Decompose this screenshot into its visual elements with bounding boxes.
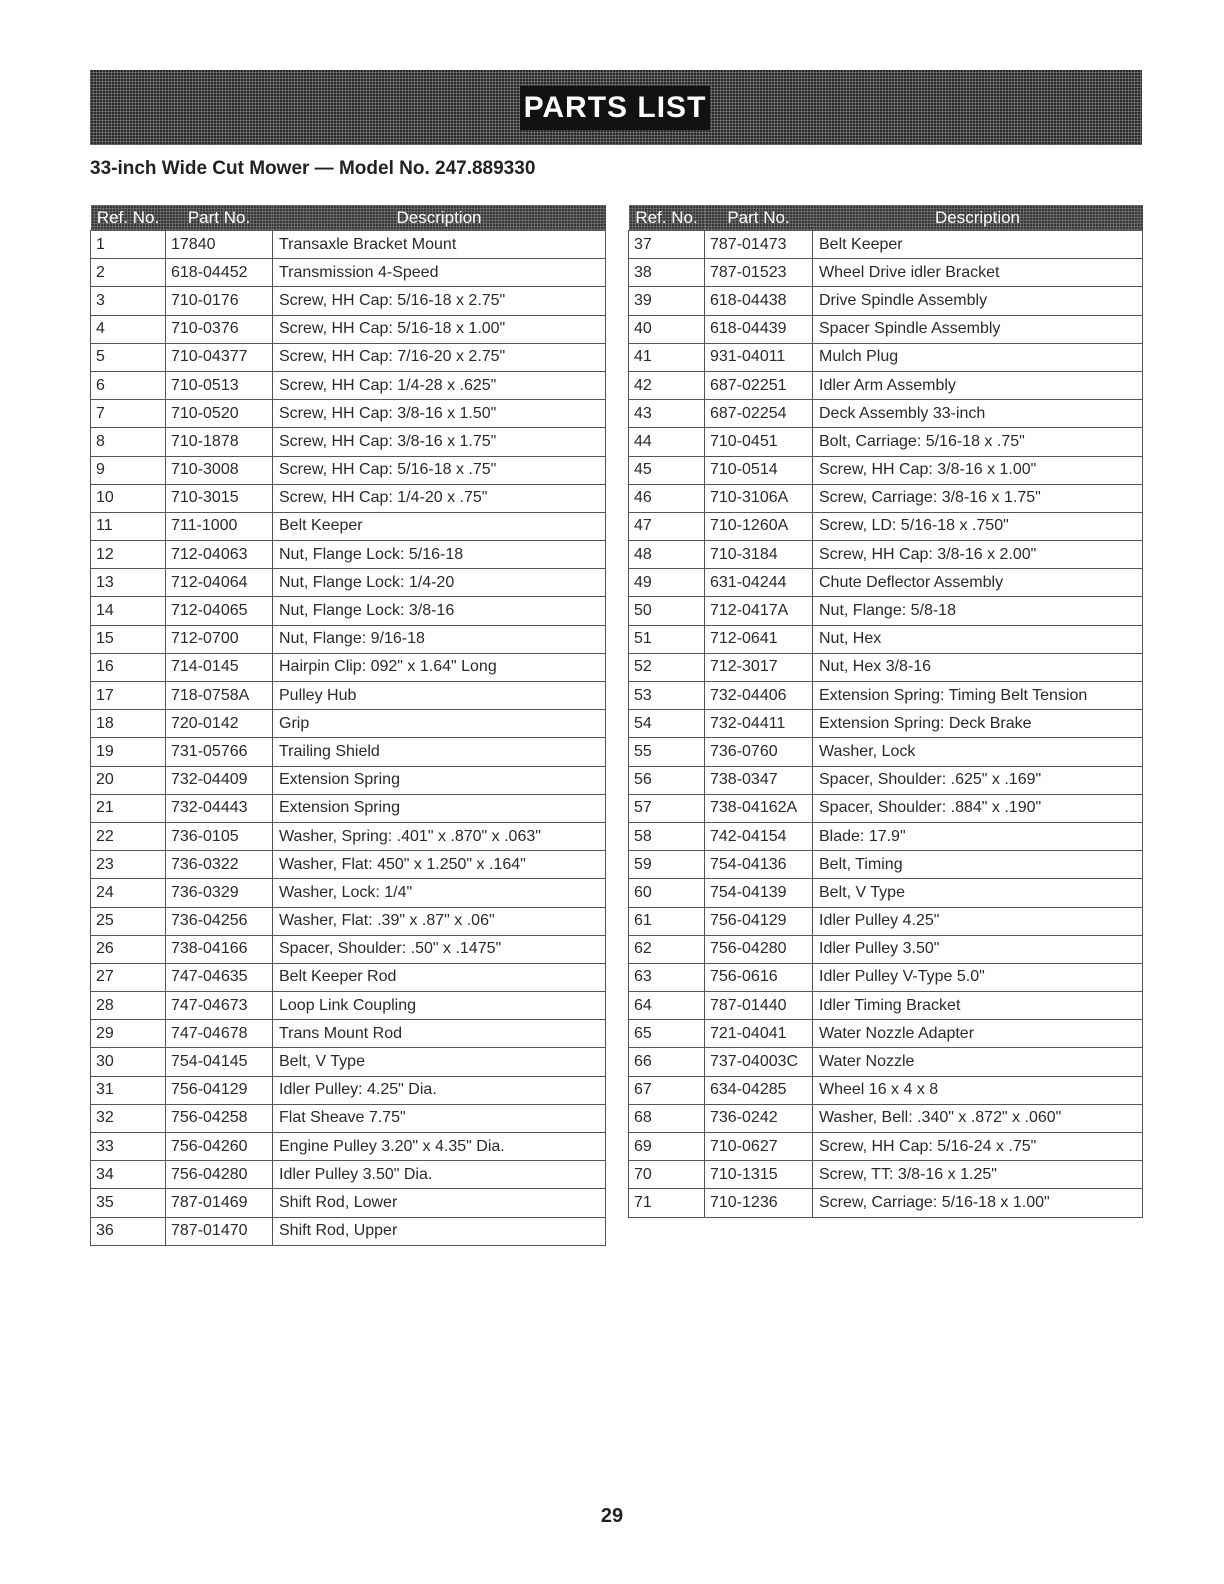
ref-number-cell: 52 (629, 653, 705, 681)
description-cell: Transmission 4-Speed (273, 259, 606, 287)
description-cell: Idler Pulley 4.25" (813, 907, 1143, 935)
description-cell: Trailing Shield (273, 738, 606, 766)
table-row (91, 766, 606, 794)
ref-number-cell: 37 (629, 231, 705, 259)
part-number-cell: 710-1236 (705, 1189, 813, 1217)
table-row (629, 879, 1143, 907)
ref-number-cell: 5 (91, 343, 166, 371)
ref-number-cell: 51 (629, 625, 705, 653)
table-row (91, 287, 606, 315)
ref-number-cell: 67 (629, 1076, 705, 1104)
description-cell: Extension Spring: Timing Belt Tension (813, 682, 1143, 710)
description-cell: Extension Spring: Deck Brake (813, 710, 1143, 738)
part-number-cell: 787-01523 (705, 259, 813, 287)
page-number: 29 (600, 1505, 624, 1527)
part-number-cell: 712-3017 (705, 653, 813, 681)
description-cell: Chute Deflector Assembly (813, 569, 1143, 597)
description-cell: Washer, Bell: .340" x .872" x .060" (813, 1104, 1143, 1132)
table-row (629, 766, 1143, 794)
description-cell: Water Nozzle (813, 1048, 1143, 1076)
part-number-cell: 787-01469 (166, 1189, 273, 1217)
description-cell: Washer, Flat: 450" x 1.250" x .164" (273, 851, 606, 879)
ref-number-cell: 62 (629, 935, 705, 963)
part-number-cell: 710-0451 (705, 428, 813, 456)
table-row (629, 231, 1143, 259)
part-number-cell: 732-04406 (705, 682, 813, 710)
parts-table-left (90, 205, 606, 1246)
ref-number-cell: 63 (629, 963, 705, 991)
part-number-cell: 710-1878 (166, 428, 273, 456)
table-row (629, 259, 1143, 287)
description-cell: Belt Keeper (813, 231, 1143, 259)
table-row (91, 907, 606, 935)
description-cell: Belt Keeper (273, 512, 606, 540)
ref-number-cell: 14 (91, 597, 166, 625)
table-row (91, 963, 606, 991)
ref-number-cell: 27 (91, 963, 166, 991)
part-number-cell: 756-04258 (166, 1104, 273, 1132)
ref-number-cell: 18 (91, 710, 166, 738)
part-number-cell: 687-02254 (705, 400, 813, 428)
description-cell: Screw, HH Cap: 1/4-28 x .625" (273, 371, 606, 399)
description-cell: Nut, Flange: 9/16-18 (273, 625, 606, 653)
parts-table-right (628, 205, 1143, 1218)
table-row (91, 1048, 606, 1076)
part-number-cell: 712-0700 (166, 625, 273, 653)
description-cell: Idler Timing Bracket (813, 992, 1143, 1020)
table-row (629, 1076, 1143, 1104)
ref-number-cell: 21 (91, 794, 166, 822)
part-number-cell: 710-0627 (705, 1133, 813, 1161)
part-number-cell: 721-04041 (705, 1020, 813, 1048)
ref-number-cell: 43 (629, 400, 705, 428)
ref-number-cell: 71 (629, 1189, 705, 1217)
description-cell: Screw, HH Cap: 5/16-18 x 1.00" (273, 315, 606, 343)
description-cell: Hairpin Clip: 092" x 1.64" Long (273, 653, 606, 681)
table-row (629, 794, 1143, 822)
table-row (629, 315, 1143, 343)
ref-number-cell: 22 (91, 822, 166, 850)
description-cell: Spacer Spindle Assembly (813, 315, 1143, 343)
description-cell: Washer, Lock (813, 738, 1143, 766)
ref-number-cell: 32 (91, 1104, 166, 1132)
description-cell: Wheel 16 x 4 x 8 (813, 1076, 1143, 1104)
description-cell: Belt, Timing (813, 851, 1143, 879)
ref-number-cell: 31 (91, 1076, 166, 1104)
ref-number-cell: 57 (629, 794, 705, 822)
description-cell: Drive Spindle Assembly (813, 287, 1143, 315)
description-cell: Bolt, Carriage: 5/16-18 x .75" (813, 428, 1143, 456)
part-number-cell: 787-01470 (166, 1217, 273, 1245)
table-row (91, 710, 606, 738)
ref-number-cell: 66 (629, 1048, 705, 1076)
ref-number-cell: 23 (91, 851, 166, 879)
part-number-cell: 787-01473 (705, 231, 813, 259)
description-cell: Screw, HH Cap: 3/8-16 x 1.00" (813, 456, 1143, 484)
part-number-cell: 754-04145 (166, 1048, 273, 1076)
table-row (91, 935, 606, 963)
part-number-cell: 17840 (166, 231, 273, 259)
ref-number-cell: 69 (629, 1133, 705, 1161)
table-row (91, 512, 606, 540)
part-number-cell: 710-3106A (705, 484, 813, 512)
table-row (91, 231, 606, 259)
part-number-cell: 710-0514 (705, 456, 813, 484)
ref-number-cell: 48 (629, 541, 705, 569)
table-row (629, 569, 1143, 597)
description-cell: Extension Spring (273, 794, 606, 822)
ref-number-cell: 26 (91, 935, 166, 963)
table-row (629, 1161, 1143, 1189)
table-row (91, 1076, 606, 1104)
table-row (91, 1133, 606, 1161)
ref-number-cell: 6 (91, 371, 166, 399)
ref-number-cell: 40 (629, 315, 705, 343)
part-number-cell: 710-0520 (166, 400, 273, 428)
ref-number-cell: 8 (91, 428, 166, 456)
table-row (629, 428, 1143, 456)
part-number-cell: 712-04063 (166, 541, 273, 569)
table-row (629, 541, 1143, 569)
description-cell: Belt Keeper Rod (273, 963, 606, 991)
description-cell: Water Nozzle Adapter (813, 1020, 1143, 1048)
table-row (629, 738, 1143, 766)
part-number-cell: 736-0105 (166, 822, 273, 850)
part-number-cell: 710-0513 (166, 371, 273, 399)
part-number-cell: 738-04162A (705, 794, 813, 822)
description-cell: Pulley Hub (273, 682, 606, 710)
ref-number-cell: 70 (629, 1161, 705, 1189)
ref-number-cell: 15 (91, 625, 166, 653)
part-number-cell: 712-04064 (166, 569, 273, 597)
table-row (91, 259, 606, 287)
table-row (629, 963, 1143, 991)
description-cell: Screw, LD: 5/16-18 x .750" (813, 512, 1143, 540)
ref-number-cell: 10 (91, 484, 166, 512)
part-number-cell: 756-04260 (166, 1133, 273, 1161)
table-row (629, 1020, 1143, 1048)
part-number-cell: 756-04129 (705, 907, 813, 935)
parts-table-right-body (629, 231, 1143, 1218)
part-number-cell: 742-04154 (705, 822, 813, 850)
table-row (91, 343, 606, 371)
part-number-cell: 731-05766 (166, 738, 273, 766)
table-row (629, 851, 1143, 879)
table-row (91, 484, 606, 512)
ref-number-cell: 17 (91, 682, 166, 710)
ref-number-cell: 56 (629, 766, 705, 794)
part-number-cell: 618-04438 (705, 287, 813, 315)
table-row (629, 1133, 1143, 1161)
part-number-cell: 747-04673 (166, 992, 273, 1020)
description-cell: Transaxle Bracket Mount (273, 231, 606, 259)
page-title: PARTS LIST (520, 86, 710, 130)
ref-number-cell: 38 (629, 259, 705, 287)
description-cell: Shift Rod, Upper (273, 1217, 606, 1245)
part-number-cell: 631-04244 (705, 569, 813, 597)
table-row (91, 400, 606, 428)
description-cell: Idler Pulley 3.50" Dia. (273, 1161, 606, 1189)
part-number-cell: 738-04166 (166, 935, 273, 963)
ref-number-cell: 61 (629, 907, 705, 935)
part-number-cell: 732-04411 (705, 710, 813, 738)
part-number-cell: 738-0347 (705, 766, 813, 794)
ref-number-cell: 25 (91, 907, 166, 935)
part-number-cell: 931-04011 (705, 343, 813, 371)
part-number-cell: 712-04065 (166, 597, 273, 625)
ref-number-cell: 4 (91, 315, 166, 343)
part-number-cell: 718-0758A (166, 682, 273, 710)
part-number-cell: 710-3015 (166, 484, 273, 512)
part-number-cell: 710-04377 (166, 343, 273, 371)
table-row (91, 315, 606, 343)
table-row (91, 456, 606, 484)
description-cell: Washer, Spring: .401" x .870" x .063" (273, 822, 606, 850)
part-number-cell: 710-3008 (166, 456, 273, 484)
table-row (629, 371, 1143, 399)
ref-number-cell: 41 (629, 343, 705, 371)
description-cell: Idler Pulley: 4.25" Dia. (273, 1076, 606, 1104)
description-cell: Screw, HH Cap: 5/16-24 x .75" (813, 1133, 1143, 1161)
table-row (629, 682, 1143, 710)
ref-number-cell: 13 (91, 569, 166, 597)
description-cell: Screw, Carriage: 5/16-18 x 1.00" (813, 1189, 1143, 1217)
ref-number-cell: 28 (91, 992, 166, 1020)
table-header-row (629, 205, 1143, 231)
part-number-cell: 710-1260A (705, 512, 813, 540)
description-cell: Screw, TT: 3/8-16 x 1.25" (813, 1161, 1143, 1189)
part-number-cell: 618-04452 (166, 259, 273, 287)
ref-number-cell: 36 (91, 1217, 166, 1245)
ref-number-cell: 44 (629, 428, 705, 456)
part-number-cell: 747-04678 (166, 1020, 273, 1048)
ref-number-cell: 35 (91, 1189, 166, 1217)
model-subtitle: 33-inch Wide Cut Mower — Model No. 247.889330 (90, 158, 536, 179)
table-row (629, 653, 1143, 681)
ref-number-cell: 42 (629, 371, 705, 399)
part-number-cell: 756-04280 (166, 1161, 273, 1189)
part-number-cell: 736-0322 (166, 851, 273, 879)
part-number-cell: 712-0641 (705, 625, 813, 653)
part-number-cell: 711-1000 (166, 512, 273, 540)
table-row (629, 287, 1143, 315)
description-cell: Spacer, Shoulder: .884" x .190" (813, 794, 1143, 822)
ref-number-cell: 19 (91, 738, 166, 766)
table-row (91, 428, 606, 456)
ref-number-cell: 47 (629, 512, 705, 540)
description-cell: Extension Spring (273, 766, 606, 794)
ref-number-cell: 59 (629, 851, 705, 879)
description-cell: Belt, V Type (273, 1048, 606, 1076)
table-row (629, 907, 1143, 935)
ref-number-cell: 20 (91, 766, 166, 794)
description-cell: Trans Mount Rod (273, 1020, 606, 1048)
ref-number-cell: 11 (91, 512, 166, 540)
part-number-cell: 710-3184 (705, 541, 813, 569)
table-row (91, 1104, 606, 1132)
table-row (629, 1104, 1143, 1132)
description-cell: Flat Sheave 7.75" (273, 1104, 606, 1132)
column-header-ref: Ref. No. (629, 205, 705, 231)
ref-number-cell: 33 (91, 1133, 166, 1161)
part-number-cell: 754-04139 (705, 879, 813, 907)
description-cell: Idler Pulley V-Type 5.0" (813, 963, 1143, 991)
ref-number-cell: 29 (91, 1020, 166, 1048)
ref-number-cell: 1 (91, 231, 166, 259)
table-row (629, 625, 1143, 653)
part-number-cell: 736-04256 (166, 907, 273, 935)
ref-number-cell: 45 (629, 456, 705, 484)
description-cell: Loop Link Coupling (273, 992, 606, 1020)
description-cell: Deck Assembly 33-inch (813, 400, 1143, 428)
part-number-cell: 756-04129 (166, 1076, 273, 1104)
table-row (91, 794, 606, 822)
part-number-cell: 710-0376 (166, 315, 273, 343)
table-row (91, 1189, 606, 1217)
ref-number-cell: 49 (629, 569, 705, 597)
ref-number-cell: 54 (629, 710, 705, 738)
part-number-cell: 756-0616 (705, 963, 813, 991)
table-row (91, 1217, 606, 1245)
table-row (629, 935, 1143, 963)
description-cell: Nut, Hex (813, 625, 1143, 653)
description-cell: Screw, Carriage: 3/8-16 x 1.75" (813, 484, 1143, 512)
table-row (91, 569, 606, 597)
part-number-cell: 618-04439 (705, 315, 813, 343)
description-cell: Screw, HH Cap: 5/16-18 x 2.75" (273, 287, 606, 315)
ref-number-cell: 3 (91, 287, 166, 315)
description-cell: Idler Arm Assembly (813, 371, 1143, 399)
description-cell: Spacer, Shoulder: .625" x .169" (813, 766, 1143, 794)
part-number-cell: 634-04285 (705, 1076, 813, 1104)
ref-number-cell: 34 (91, 1161, 166, 1189)
description-cell: Idler Pulley 3.50" (813, 935, 1143, 963)
description-cell: Blade: 17.9" (813, 822, 1143, 850)
ref-number-cell: 60 (629, 879, 705, 907)
table-row (91, 653, 606, 681)
description-cell: Nut, Flange Lock: 3/8-16 (273, 597, 606, 625)
ref-number-cell: 39 (629, 287, 705, 315)
ref-number-cell: 2 (91, 259, 166, 287)
part-number-cell: 754-04136 (705, 851, 813, 879)
part-number-cell: 720-0142 (166, 710, 273, 738)
description-cell: Belt, V Type (813, 879, 1143, 907)
ref-number-cell: 30 (91, 1048, 166, 1076)
ref-number-cell: 9 (91, 456, 166, 484)
table-row (91, 625, 606, 653)
ref-number-cell: 65 (629, 1020, 705, 1048)
table-row (91, 879, 606, 907)
part-number-cell: 710-1315 (705, 1161, 813, 1189)
description-cell: Nut, Flange Lock: 5/16-18 (273, 541, 606, 569)
part-number-cell: 714-0145 (166, 653, 273, 681)
table-row (91, 371, 606, 399)
description-cell: Screw, HH Cap: 3/8-16 x 1.50" (273, 400, 606, 428)
column-header-part: Part No. (705, 205, 813, 231)
part-number-cell: 712-0417A (705, 597, 813, 625)
part-number-cell: 787-01440 (705, 992, 813, 1020)
table-row (629, 597, 1143, 625)
table-row (91, 851, 606, 879)
description-cell: Screw, HH Cap: 7/16-20 x 2.75" (273, 343, 606, 371)
table-row (629, 484, 1143, 512)
ref-number-cell: 68 (629, 1104, 705, 1132)
table-row (91, 1161, 606, 1189)
ref-number-cell: 50 (629, 597, 705, 625)
ref-number-cell: 7 (91, 400, 166, 428)
ref-number-cell: 46 (629, 484, 705, 512)
table-row (91, 597, 606, 625)
column-header-description: Description (813, 205, 1143, 231)
description-cell: Screw, HH Cap: 1/4-20 x .75" (273, 484, 606, 512)
description-cell: Nut, Hex 3/8-16 (813, 653, 1143, 681)
description-cell: Grip (273, 710, 606, 738)
part-number-cell: 736-0329 (166, 879, 273, 907)
description-cell: Washer, Lock: 1/4" (273, 879, 606, 907)
table-row (91, 992, 606, 1020)
table-header-row (91, 205, 606, 231)
table-row (91, 1020, 606, 1048)
description-cell: Shift Rod, Lower (273, 1189, 606, 1217)
part-number-cell: 747-04635 (166, 963, 273, 991)
ref-number-cell: 64 (629, 992, 705, 1020)
description-cell: Screw, HH Cap: 3/8-16 x 2.00" (813, 541, 1143, 569)
part-number-cell: 732-04443 (166, 794, 273, 822)
part-number-cell: 736-0760 (705, 738, 813, 766)
description-cell: Nut, Flange Lock: 1/4-20 (273, 569, 606, 597)
description-cell: Washer, Flat: .39" x .87" x .06" (273, 907, 606, 935)
ref-number-cell: 55 (629, 738, 705, 766)
part-number-cell: 736-0242 (705, 1104, 813, 1132)
table-row (91, 738, 606, 766)
table-row (629, 822, 1143, 850)
table-row (91, 541, 606, 569)
table-row (629, 512, 1143, 540)
table-row (629, 1189, 1143, 1217)
description-cell: Spacer, Shoulder: .50" x .1475" (273, 935, 606, 963)
table-row (629, 400, 1143, 428)
table-row (629, 992, 1143, 1020)
description-cell: Screw, HH Cap: 5/16-18 x .75" (273, 456, 606, 484)
table-row (91, 822, 606, 850)
ref-number-cell: 24 (91, 879, 166, 907)
description-cell: Engine Pulley 3.20" x 4.35" Dia. (273, 1133, 606, 1161)
part-number-cell: 710-0176 (166, 287, 273, 315)
table-row (629, 710, 1143, 738)
description-cell: Wheel Drive idler Bracket (813, 259, 1143, 287)
ref-number-cell: 58 (629, 822, 705, 850)
table-row (629, 343, 1143, 371)
ref-number-cell: 12 (91, 541, 166, 569)
description-cell: Screw, HH Cap: 3/8-16 x 1.75" (273, 428, 606, 456)
ref-number-cell: 16 (91, 653, 166, 681)
parts-table-left-body (91, 231, 606, 1246)
part-number-cell: 737-04003C (705, 1048, 813, 1076)
table-row (629, 456, 1143, 484)
part-number-cell: 732-04409 (166, 766, 273, 794)
table-row (629, 1048, 1143, 1076)
column-header-part: Part No. (166, 205, 273, 231)
part-number-cell: 687-02251 (705, 371, 813, 399)
column-header-description: Description (273, 205, 606, 231)
description-cell: Nut, Flange: 5/8-18 (813, 597, 1143, 625)
ref-number-cell: 53 (629, 682, 705, 710)
description-cell: Mulch Plug (813, 343, 1143, 371)
table-row (91, 682, 606, 710)
part-number-cell: 756-04280 (705, 935, 813, 963)
column-header-ref: Ref. No. (91, 205, 166, 231)
